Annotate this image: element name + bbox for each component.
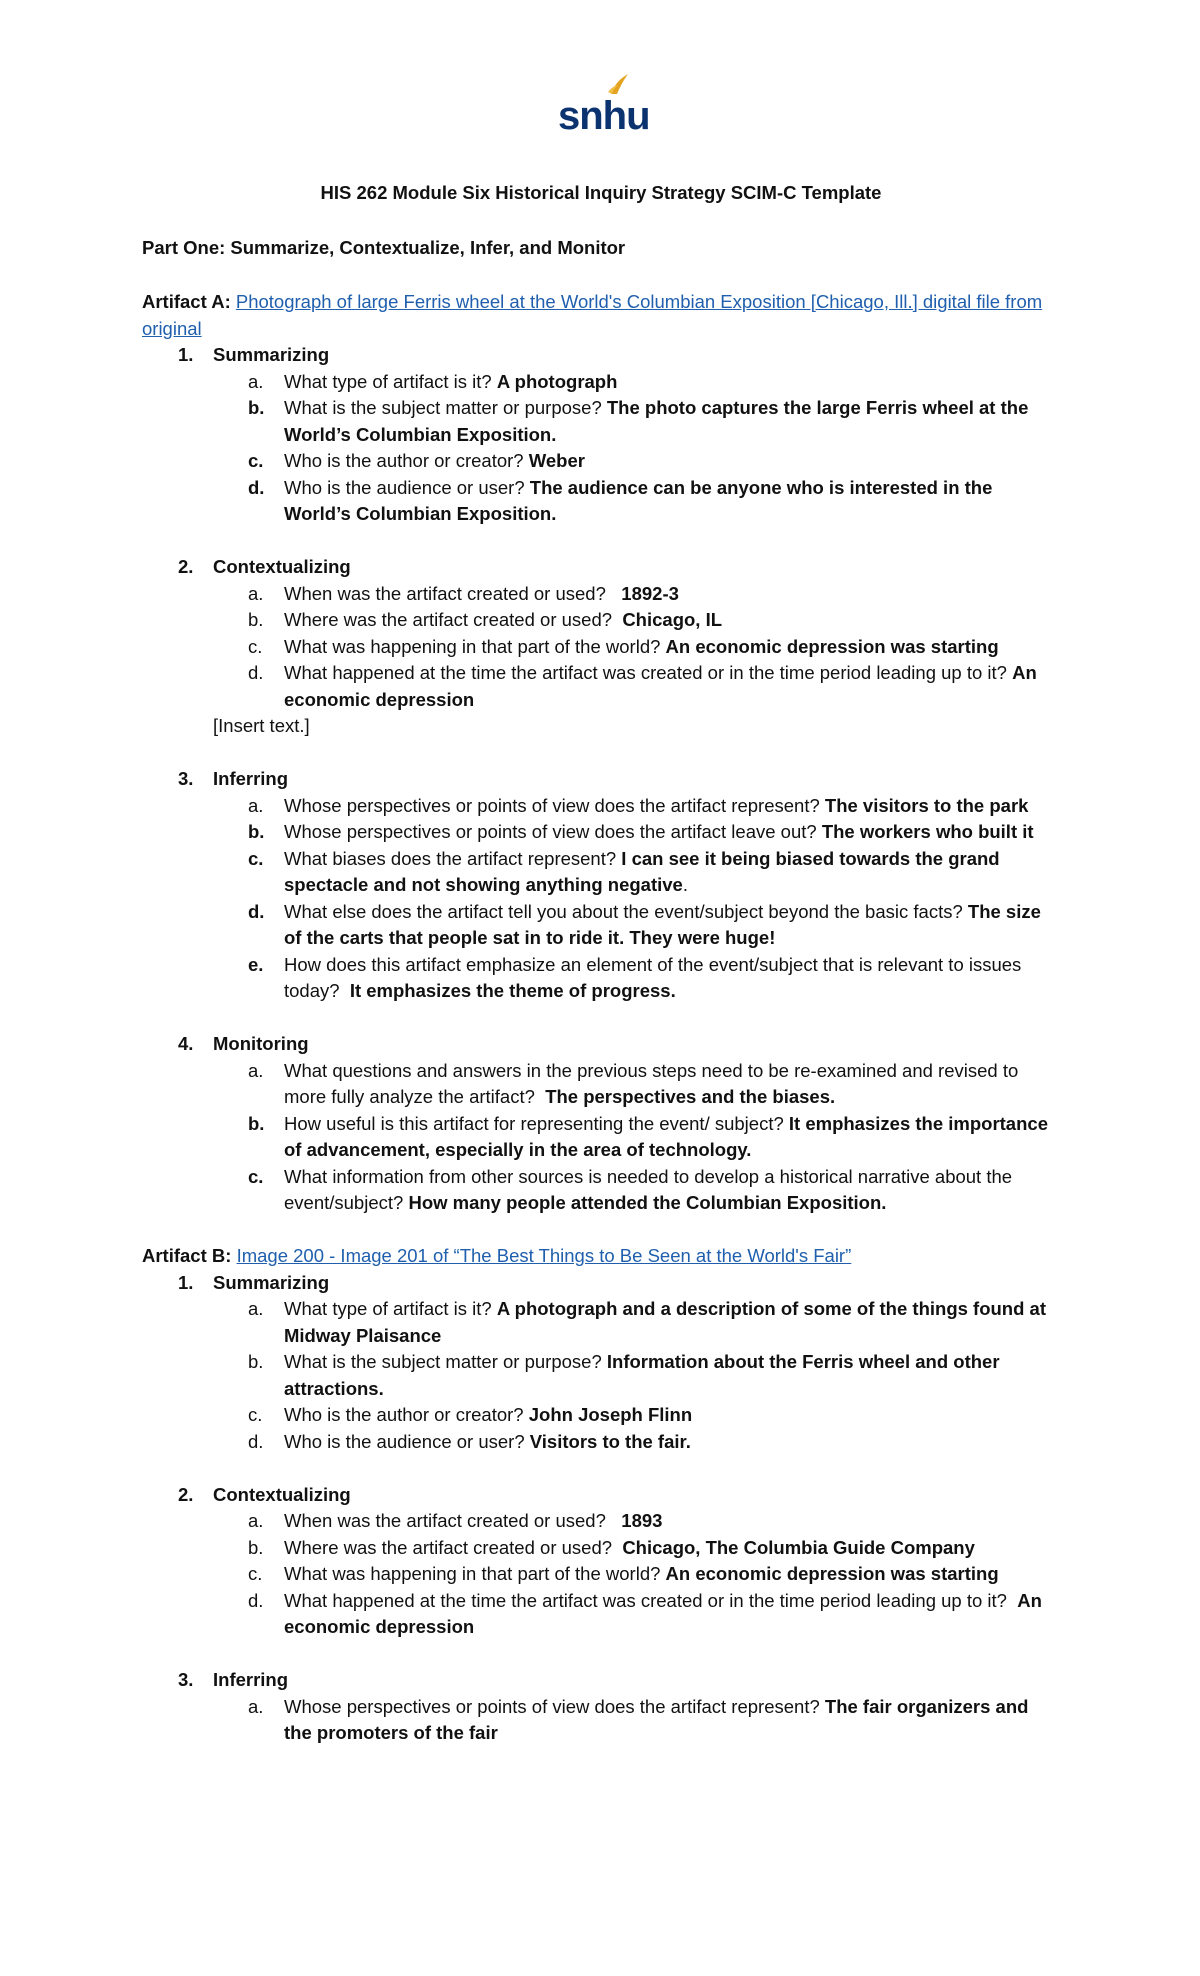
question-text: What else does the artifact tell you about the event/subject beyond the basic facts? — [284, 900, 968, 922]
question-item — [248, 1535, 1060, 1562]
answer-text: The perspectives and the biases. — [545, 1086, 836, 1107]
answer-text: A photograph — [496, 370, 618, 392]
question-text: Where was the artifact created or used? — [284, 1536, 623, 1558]
question-letter: a. — [248, 370, 264, 392]
question-text: What was happening in that part of the world? — [284, 635, 666, 657]
section-heading: Monitoring — [213, 1033, 309, 1054]
question-text: Who is the audience or user? — [284, 1430, 530, 1452]
section-contextualizing — [178, 1482, 1060, 1641]
answer-text: An economic depression — [284, 1589, 1042, 1637]
answer-text: 1893 — [621, 1510, 663, 1531]
question-text: How does this artifact emphasize an element of the event/subject that is relevant to issues today? — [284, 953, 1027, 1001]
answer-text: The workers who built it — [821, 821, 1034, 842]
question-item — [248, 395, 1060, 448]
question-list — [213, 793, 1060, 1005]
section-monitoring — [178, 1031, 1060, 1217]
question-letter: d. — [248, 1430, 264, 1452]
logo-text: snhu — [558, 94, 650, 138]
answer-text: The audience can be anyone who is interested in the World’s Columbian Exposition. — [284, 476, 993, 524]
question-letter: b. — [248, 1112, 265, 1134]
question-item — [248, 1111, 1060, 1164]
question-text: What type of artifact is it? — [284, 1298, 497, 1319]
answer-text: Chicago, IL — [622, 609, 723, 630]
section-number: 3. — [178, 768, 194, 789]
question-item — [248, 1402, 1060, 1429]
question-letter: c. — [248, 847, 264, 869]
answer-text: The fair organizers and the promoters of the fair — [284, 1695, 1029, 1743]
section-summarizing — [178, 342, 1060, 528]
question-letter: b. — [248, 397, 265, 418]
question-text: What happened at the time the artifact was created or in the time period leading up to it? — [284, 662, 1013, 683]
artifact-b-heading — [142, 1243, 1060, 1270]
question-item — [248, 1588, 1060, 1641]
section-heading: Inferring — [213, 768, 289, 789]
question-item — [248, 1694, 1060, 1747]
flame-icon — [608, 72, 630, 96]
answer-text: An economic depression was starting — [665, 635, 999, 657]
question-list — [213, 1694, 1060, 1747]
answer-text: It emphasizes the importance of advancement, especially in the area of technology. — [284, 1112, 1048, 1160]
section-number: 4. — [178, 1033, 194, 1054]
answer-text: How many people attended the Columbian Exposition. — [408, 1192, 887, 1213]
snhu-logo — [558, 72, 650, 138]
answer-text: Visitors to the fair. — [529, 1430, 691, 1452]
answer-text: 1892-3 — [621, 582, 679, 604]
answer-text: It emphasizes the theme of progress. — [349, 980, 676, 1001]
question-list — [213, 1058, 1060, 1217]
answer-text: Weber — [528, 450, 585, 471]
question-list — [213, 369, 1060, 528]
answer-text: Chicago, The Columbia Guide Company — [622, 1536, 975, 1558]
question-letter: b. — [248, 1536, 264, 1558]
insert-text-note: [Insert text.] — [213, 715, 310, 736]
section-inferring — [178, 766, 1060, 1005]
question-item — [248, 819, 1060, 846]
question-list — [213, 581, 1060, 714]
question-letter: a. — [248, 1695, 264, 1717]
question-letter: e. — [248, 953, 264, 975]
section-heading: Contextualizing — [213, 556, 351, 577]
question-item — [248, 581, 1060, 608]
question-item — [248, 448, 1060, 475]
question-item — [248, 1561, 1060, 1588]
question-item — [248, 1429, 1060, 1456]
question-text: Who is the audience or user? — [284, 476, 530, 498]
question-item — [248, 952, 1060, 1005]
question-text: What questions and answers in the previous steps need to be re-examined and revised to more fully analyze the artifact? — [284, 1059, 1024, 1107]
section-number: 2. — [178, 556, 194, 577]
question-letter: a. — [248, 582, 264, 604]
section-heading: Inferring — [213, 1669, 289, 1690]
answer-text: The photo captures the large Ferris wheel at the World’s Columbian Exposition. — [284, 397, 1029, 445]
answer-text: A photograph and a description of some of the things found at Midway Plaisance — [284, 1298, 1046, 1346]
question-text: What type of artifact is it? — [284, 370, 497, 392]
question-letter: b. — [248, 1351, 264, 1372]
artifact-b-label: Artifact B: — [142, 1245, 232, 1266]
question-letter: d. — [248, 662, 264, 683]
question-text: How useful is this artifact for representing the event/ subject? — [284, 1112, 789, 1134]
answer-text: I can see it being biased towards the grand spectacle and not showing anything negative — [284, 847, 1000, 895]
part-heading: Part One: Summarize, Contextualize, Infer, and Monitor — [142, 236, 626, 258]
question-letter: b. — [248, 821, 265, 842]
question-letter: c. — [248, 1563, 263, 1584]
question-text: What happened at the time the artifact was created or in the time period leading up to it? — [284, 1589, 1018, 1611]
answer-text: The size of the carts that people sat in to ride it. They were huge! — [284, 900, 1041, 948]
section-number: 3. — [178, 1669, 194, 1690]
page-title: HIS 262 Module Six Historical Inquiry Strategy SCIM-C Template — [320, 182, 882, 203]
question-text: What biases does the artifact represent? — [284, 847, 622, 869]
question-text: Whose perspectives or points of view does the artifact represent? — [284, 794, 825, 816]
section-heading: Contextualizing — [213, 1483, 351, 1505]
section-number: 1. — [178, 344, 194, 365]
section-contextualizing — [178, 554, 1060, 740]
answer-text: The visitors to the park — [824, 794, 1029, 816]
question-text: Whose perspectives or points of view does the artifact represent? — [284, 1695, 825, 1717]
question-item — [248, 846, 1060, 899]
section-number: 1. — [178, 1271, 194, 1293]
artifact-a-label: Artifact A: — [142, 291, 231, 312]
question-item — [248, 1058, 1060, 1111]
question-item — [248, 1164, 1060, 1217]
question-item — [248, 607, 1060, 634]
question-list — [213, 1508, 1060, 1641]
question-letter: c. — [248, 1404, 263, 1425]
question-item — [248, 1508, 1060, 1535]
question-letter: c. — [248, 450, 264, 471]
artifact-a-sections — [142, 342, 1060, 1217]
question-text: What is the subject matter or purpose? — [284, 397, 607, 418]
question-text: When was the artifact created or used? — [284, 1510, 622, 1531]
question-text: What is the subject matter or purpose? — [284, 1351, 607, 1372]
question-item — [248, 1296, 1060, 1349]
question-text: What was happening in that part of the world? — [284, 1563, 666, 1584]
artifact-b-link[interactable]: Image 200 - Image 201 of “The Best Things to Be Seen at the World's Fair” — [236, 1245, 852, 1266]
question-letter: a. — [248, 1510, 264, 1531]
question-text: What information from other sources is needed to develop a historical narrative about the event/subject? — [284, 1165, 1018, 1213]
question-text: Whose perspectives or points of view does the artifact leave out? — [284, 821, 822, 842]
question-text: Who is the author or creator? — [284, 1404, 529, 1425]
question-letter: a. — [248, 1059, 264, 1081]
section-summarizing — [178, 1270, 1060, 1456]
section-heading: Summarizing — [213, 1271, 330, 1293]
question-item — [248, 475, 1060, 528]
answer-text: John Joseph Flinn — [528, 1404, 693, 1425]
question-letter: d. — [248, 1589, 264, 1611]
question-letter: c. — [248, 635, 263, 657]
question-letter: a. — [248, 1298, 264, 1319]
question-item — [248, 1349, 1060, 1402]
question-letter: d. — [248, 900, 265, 922]
question-letter: c. — [248, 1165, 264, 1187]
question-text: Who is the author or creator? — [284, 450, 529, 471]
answer-text: An economic depression was starting — [665, 1563, 999, 1584]
question-item — [248, 634, 1060, 661]
question-item — [248, 793, 1060, 820]
section-number: 2. — [178, 1483, 194, 1505]
question-item — [248, 899, 1060, 952]
document-body — [142, 180, 1060, 1747]
question-letter: b. — [248, 609, 264, 630]
section-inferring — [178, 1667, 1060, 1747]
question-item — [248, 369, 1060, 396]
answer-text: Information about the Ferris wheel and other attractions. — [284, 1351, 1000, 1399]
answer-tail: . — [682, 874, 688, 895]
question-text: Where was the artifact created or used? — [284, 609, 623, 630]
section-heading: Summarizing — [213, 344, 330, 365]
question-letter: d. — [248, 476, 265, 498]
question-text: When was the artifact created or used? — [284, 582, 622, 604]
artifact-b-sections — [142, 1270, 1060, 1747]
question-item — [248, 660, 1060, 713]
answer-text: An economic depression — [284, 662, 1037, 710]
question-letter: a. — [248, 794, 264, 816]
artifact-a-heading — [142, 289, 1060, 342]
artifact-a-link[interactable]: Photograph of large Ferris wheel at the World's Columbian Exposition [Chicago, Ill.] digital file from original — [142, 291, 1043, 339]
question-list — [213, 1296, 1060, 1455]
